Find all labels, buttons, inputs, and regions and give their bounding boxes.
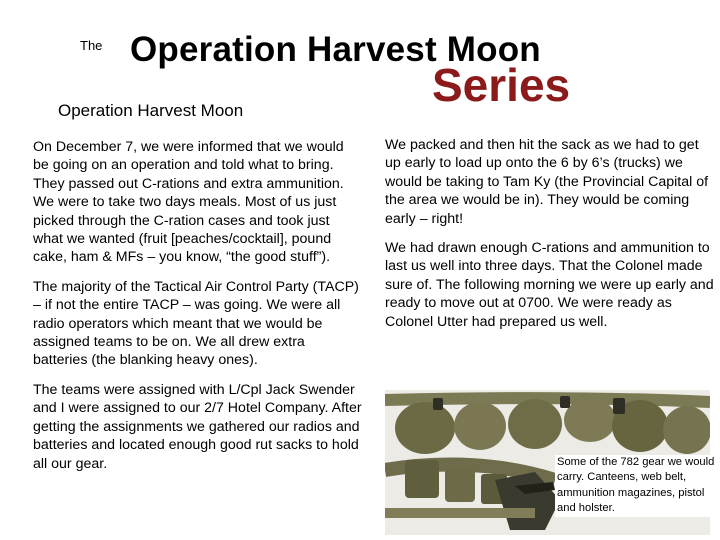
paragraph: We packed and then hit the sack as we had to get up early to load up onto the 6 by 6’s (trucks) we would be taking to Tam Ky (the Provincial Capital of the area we would be in). They would be coming early – right! (385, 137, 709, 227)
series-heading: Series (432, 59, 571, 111)
paragraph: The teams were assigned with L/Cpl Jack Swender and I were assigned to our 2/7 Hotel Company. After getting the assignments we gathered our radios and batteries and located enough good rut sacks to hold all our gear. (33, 381, 362, 472)
page-subtitle: Operation Harvest Moon (58, 101, 244, 120)
paragraph: We had drawn enough C-rations and ammunition to last us well into three days. That the Colonel made sure of. The following morning we were up early and ready to move out at 0700. We were ready as Colonel Utter had prepared us well. (385, 240, 714, 330)
title-prefix: The (80, 38, 103, 53)
paragraph: The majority of the Tactical Air Control Party (TACP) – if not the entire TACP – was going. We were all radio operators which meant that we would be assigned teams to be on. We all drew extra batteries (the blanking heavy ones). (33, 278, 359, 369)
right-column (385, 136, 715, 342)
photo-caption: Some of the 782 gear we would carry. Canteens, web belt, ammunition magazines, pistol and holster. (555, 455, 719, 517)
left-column (33, 138, 363, 484)
page-title: Operation Harvest Moon (130, 30, 541, 69)
paragraph: On December 7, we were informed that we would be going on an operation and told what to bring. They passed out C-rations and extra ammunition. We were to take two days meals. Most of us just picked through the C-ration cases and took just what we wanted (fruit [peaches/cocktail], pound cake, ham & MFs – you know, “the good stuff”). (33, 139, 344, 266)
